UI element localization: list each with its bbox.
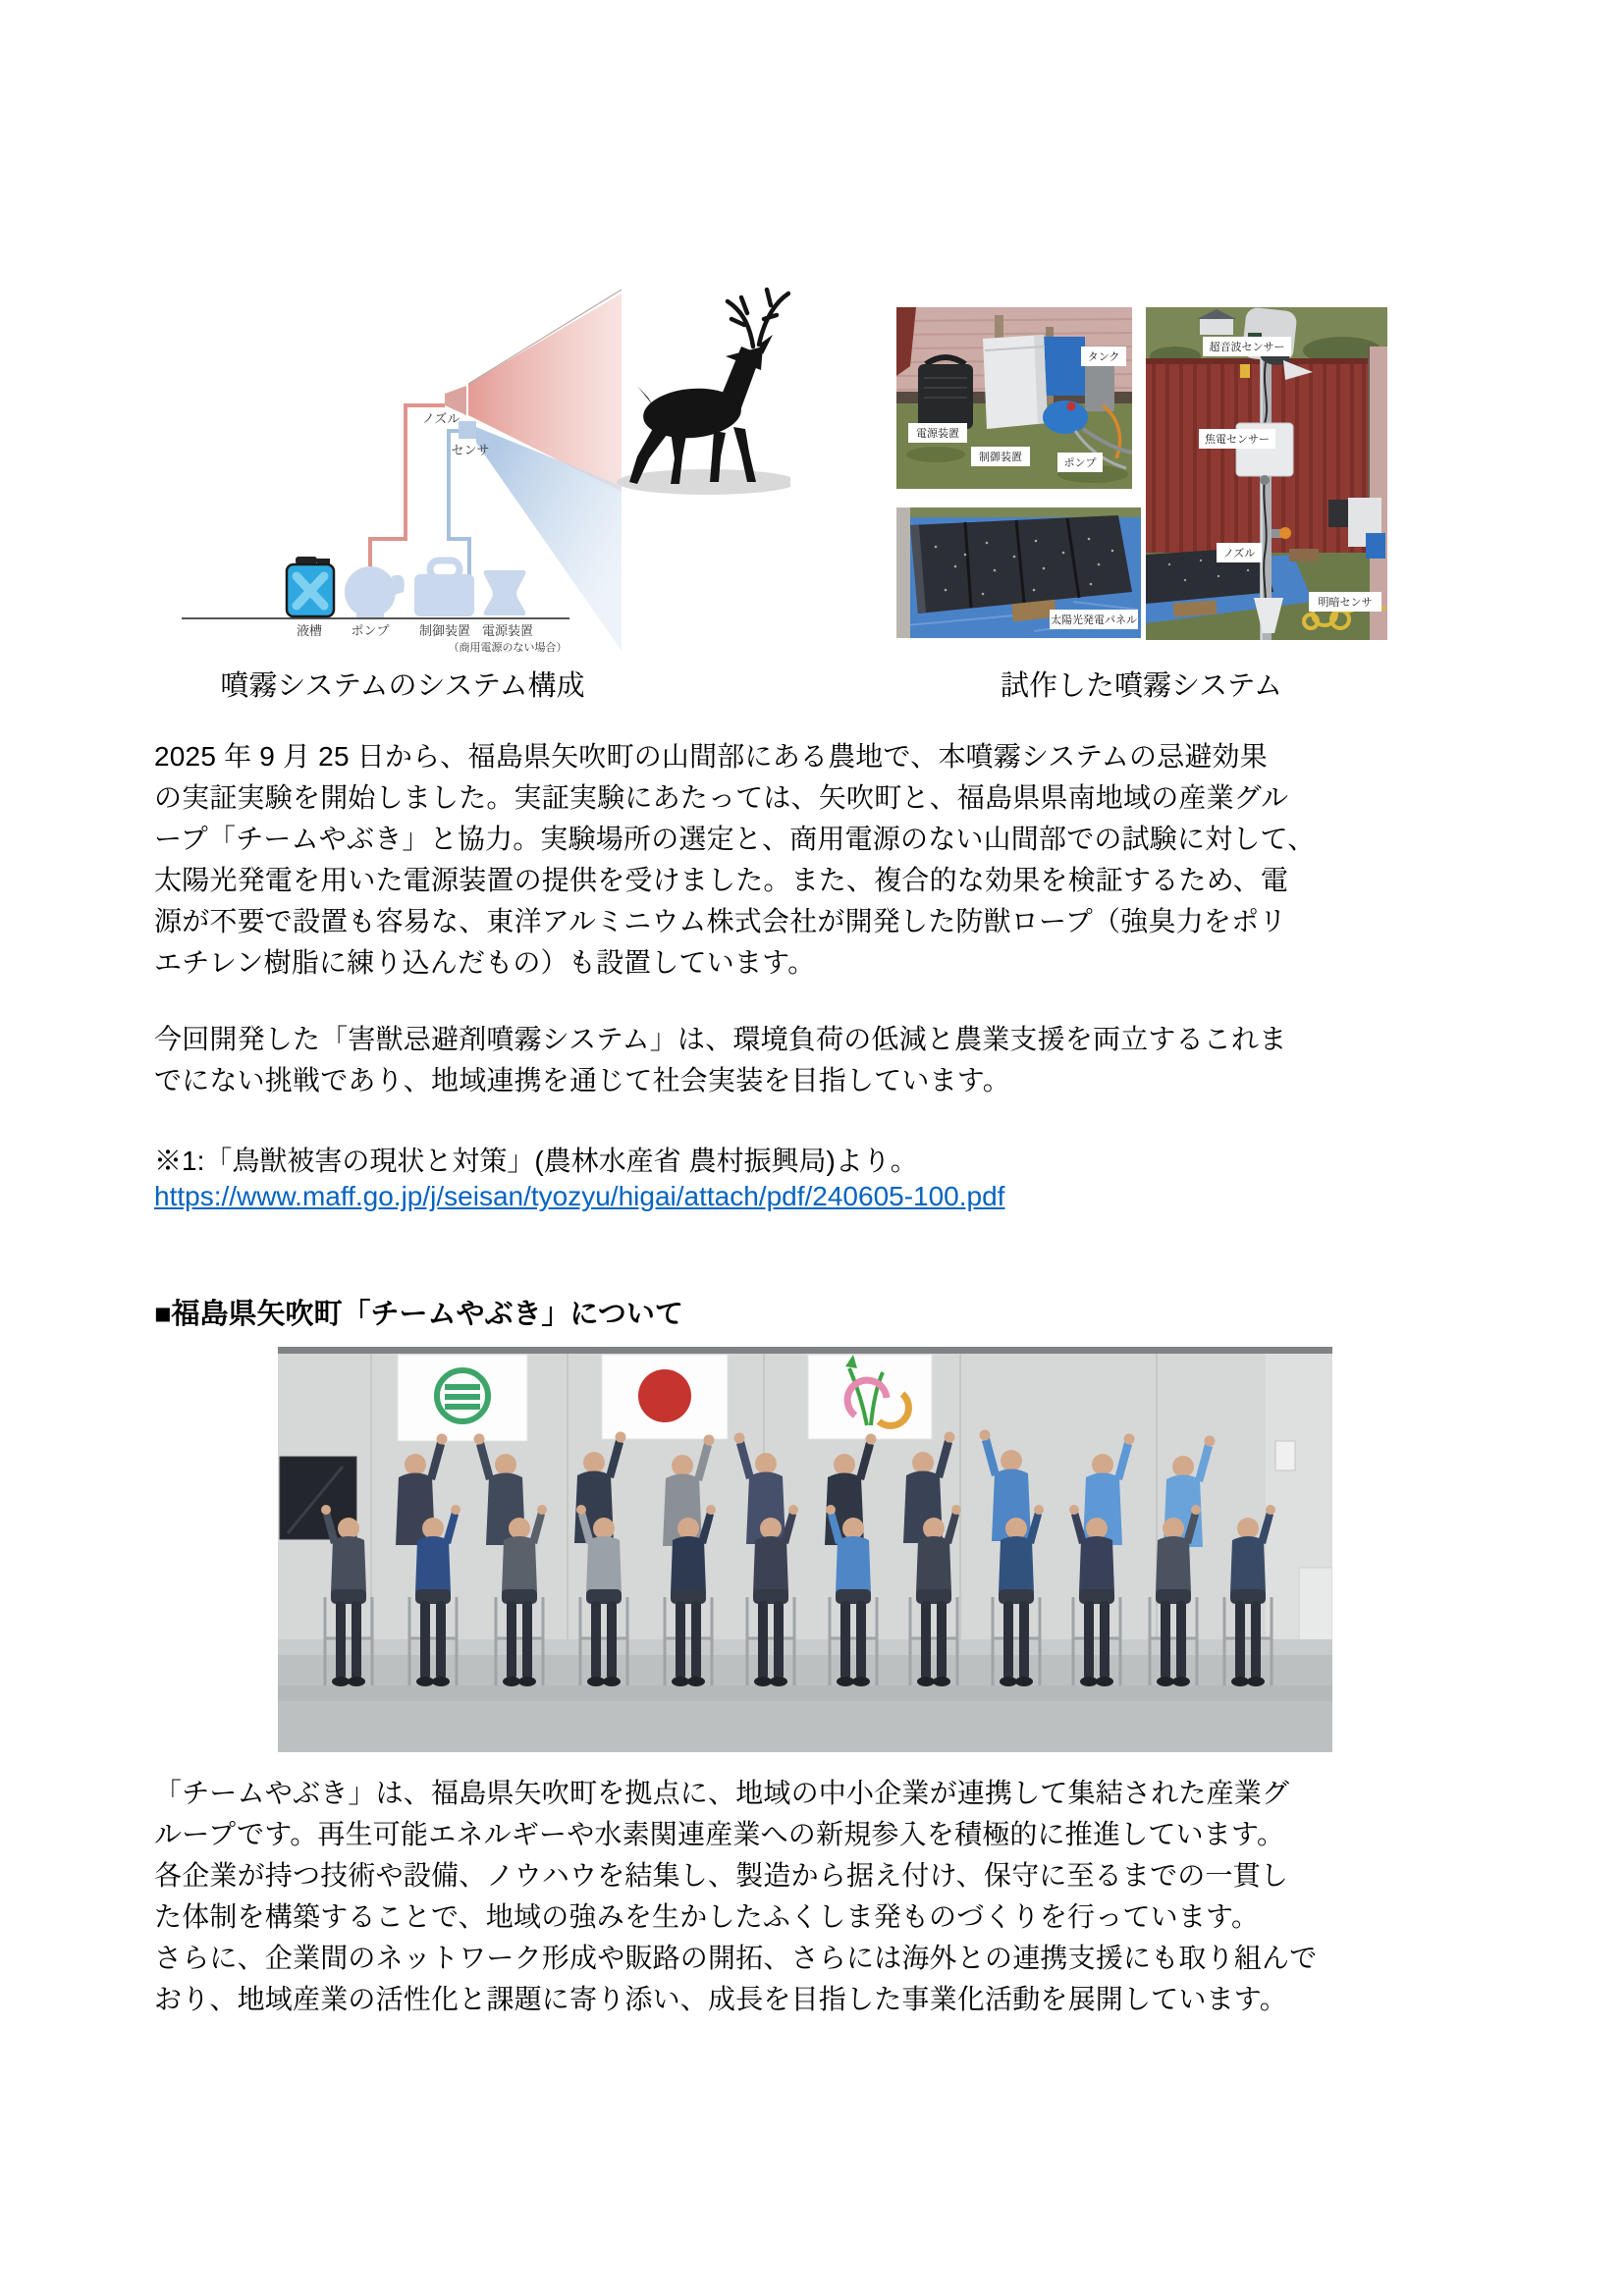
text-line: さらに、企業間のネットワーク形成や販路の開拓、さらには海外との連携支援にも取り組んで xyxy=(154,1943,1318,1973)
photo-label-ultrasonic xyxy=(1203,337,1291,356)
pump-shape xyxy=(345,566,405,617)
text-line: おり、地域産業の活性化と課題に寄り添い、成長を目指した事業化活動を展開しています。 xyxy=(154,1984,1287,2014)
section-heading-team-yabuki: ■福島県矢吹町「チームやぶき」について xyxy=(154,1299,683,1330)
tank-shape xyxy=(287,557,334,616)
svg-text:超音波センサー: 超音波センサー xyxy=(1209,342,1285,353)
photo-label-controller xyxy=(971,447,1030,466)
diagram-caption: 噴霧システムのシステム構成 xyxy=(220,670,585,702)
svg-text:ノズル: ノズル xyxy=(1222,548,1256,560)
spray-system-diagram xyxy=(152,191,790,653)
sensor-shape xyxy=(459,421,476,439)
banner-japan-flag xyxy=(602,1355,728,1439)
text-line: エチレン樹脂に練り込んだもの）も設置しています。 xyxy=(154,947,816,978)
text-line: 太陽光発電を用いた電源装置の提供を受けました。また、複合的な効果を検証するため、電 xyxy=(154,865,1289,895)
photo-label-solar xyxy=(1050,610,1138,629)
banner-town-emblem xyxy=(398,1355,527,1441)
text-line: 「チームやぶき」は、福島県矢吹町を拠点に、地域の中小企業が連携して集結された産業グ xyxy=(154,1778,1290,1808)
diagram-label-tank: 液槽 xyxy=(296,623,323,638)
text-line: た体制を構築することで、地域の強みを生かしたふくしま発ものづくりを行っています。 xyxy=(154,1901,1260,1932)
prototype-photo-solar xyxy=(896,507,1141,638)
deer-silhouette xyxy=(617,290,790,495)
banner-fukushima-emblem xyxy=(808,1355,932,1439)
controller-shape xyxy=(414,561,474,616)
text-line: ループです。再生可能エネルギーや水素関連産業への新規参入を積極的に推進しています。 xyxy=(154,1819,1285,1849)
svg-text:焦電センサー: 焦電センサー xyxy=(1205,434,1270,446)
photo-label-pyro xyxy=(1199,429,1275,449)
diagram-label-pump: ポンプ xyxy=(351,623,390,638)
footnote-ref1: ※1:「鳥獣被害の現状と対策」(農林水産省 農村振興局)より。 xyxy=(154,1146,918,1176)
diagram-label-power-note: （商用電源のない場合） xyxy=(448,642,568,653)
maff-pdf-link[interactable]: https://www.maff.go.jp/j/seisan/tyozyu/higai/attach/pdf/240605-100.pdf xyxy=(154,1181,1005,1211)
text-line: ープ「チームやぶき」と協力。実験場所の選定と、商用電源のない山間部での試験に対して、 xyxy=(154,824,1316,854)
diagram-label-nozzle: ノズル xyxy=(421,411,460,426)
svg-text:ポンプ: ポンプ xyxy=(1063,457,1097,469)
text-line: 2025 年 9 月 25 日から、福島県矢吹町の山間部にある農地で、本噴霧システムの忌避効果 xyxy=(154,741,1268,772)
prototype-photo-equipment xyxy=(896,307,1132,489)
diagram-label-sensor: センサ xyxy=(451,443,490,457)
team-yabuki-group-photo xyxy=(278,1347,1332,1752)
photo-label-light xyxy=(1309,592,1381,612)
svg-text:制御装置: 制御装置 xyxy=(979,452,1022,463)
paragraph-experiment xyxy=(154,736,1489,984)
svg-text:電源装置: 電源装置 xyxy=(916,428,959,440)
photo-label-pump xyxy=(1057,453,1103,472)
paragraph-team-yabuki xyxy=(154,1773,1489,2020)
text-line: 今回開発した「害獣忌避剤噴霧システム」は、環境負荷の低減と農業支援を両立するこれま xyxy=(154,1024,1287,1054)
svg-text:明暗センサ: 明暗センサ xyxy=(1318,597,1373,609)
text-line: でにない挑戦であり、地域連携を通じて社会実装を目指しています。 xyxy=(154,1065,1010,1095)
photo-label-tank xyxy=(1081,347,1126,366)
prototype-photo-collage xyxy=(896,307,1387,640)
deer-antlers xyxy=(728,290,788,347)
photo-label-power xyxy=(908,423,967,443)
svg-text:太陽光発電パネル: 太陽光発電パネル xyxy=(1051,614,1137,626)
text-line: の実証実験を開始しました。実証実験にあたっては、矢吹町と、福島県県南地域の産業グル xyxy=(154,782,1289,813)
text-line: 源が不要で設置も容易な、東洋アルミニウム株式会社が開発した防獣ロープ（強臭力をポリ xyxy=(154,906,1287,936)
diagram-label-power: 電源装置 xyxy=(481,623,534,638)
photo-label-nozzle xyxy=(1217,543,1262,562)
power-shape xyxy=(484,570,526,615)
text-line: 各企業が持つ技術や設備、ノウハウを結集し、製造から据え付け、保守に至るまでの一貫し xyxy=(154,1860,1289,1891)
liquid-pipe xyxy=(370,405,445,566)
svg-text:タンク: タンク xyxy=(1087,351,1120,363)
prototype-photo-pole xyxy=(1146,307,1387,640)
paragraph-development xyxy=(154,1019,1489,1101)
diagram-label-controller: 制御装置 xyxy=(418,623,471,638)
prototype-caption: 試作した噴霧システム xyxy=(1000,670,1283,702)
